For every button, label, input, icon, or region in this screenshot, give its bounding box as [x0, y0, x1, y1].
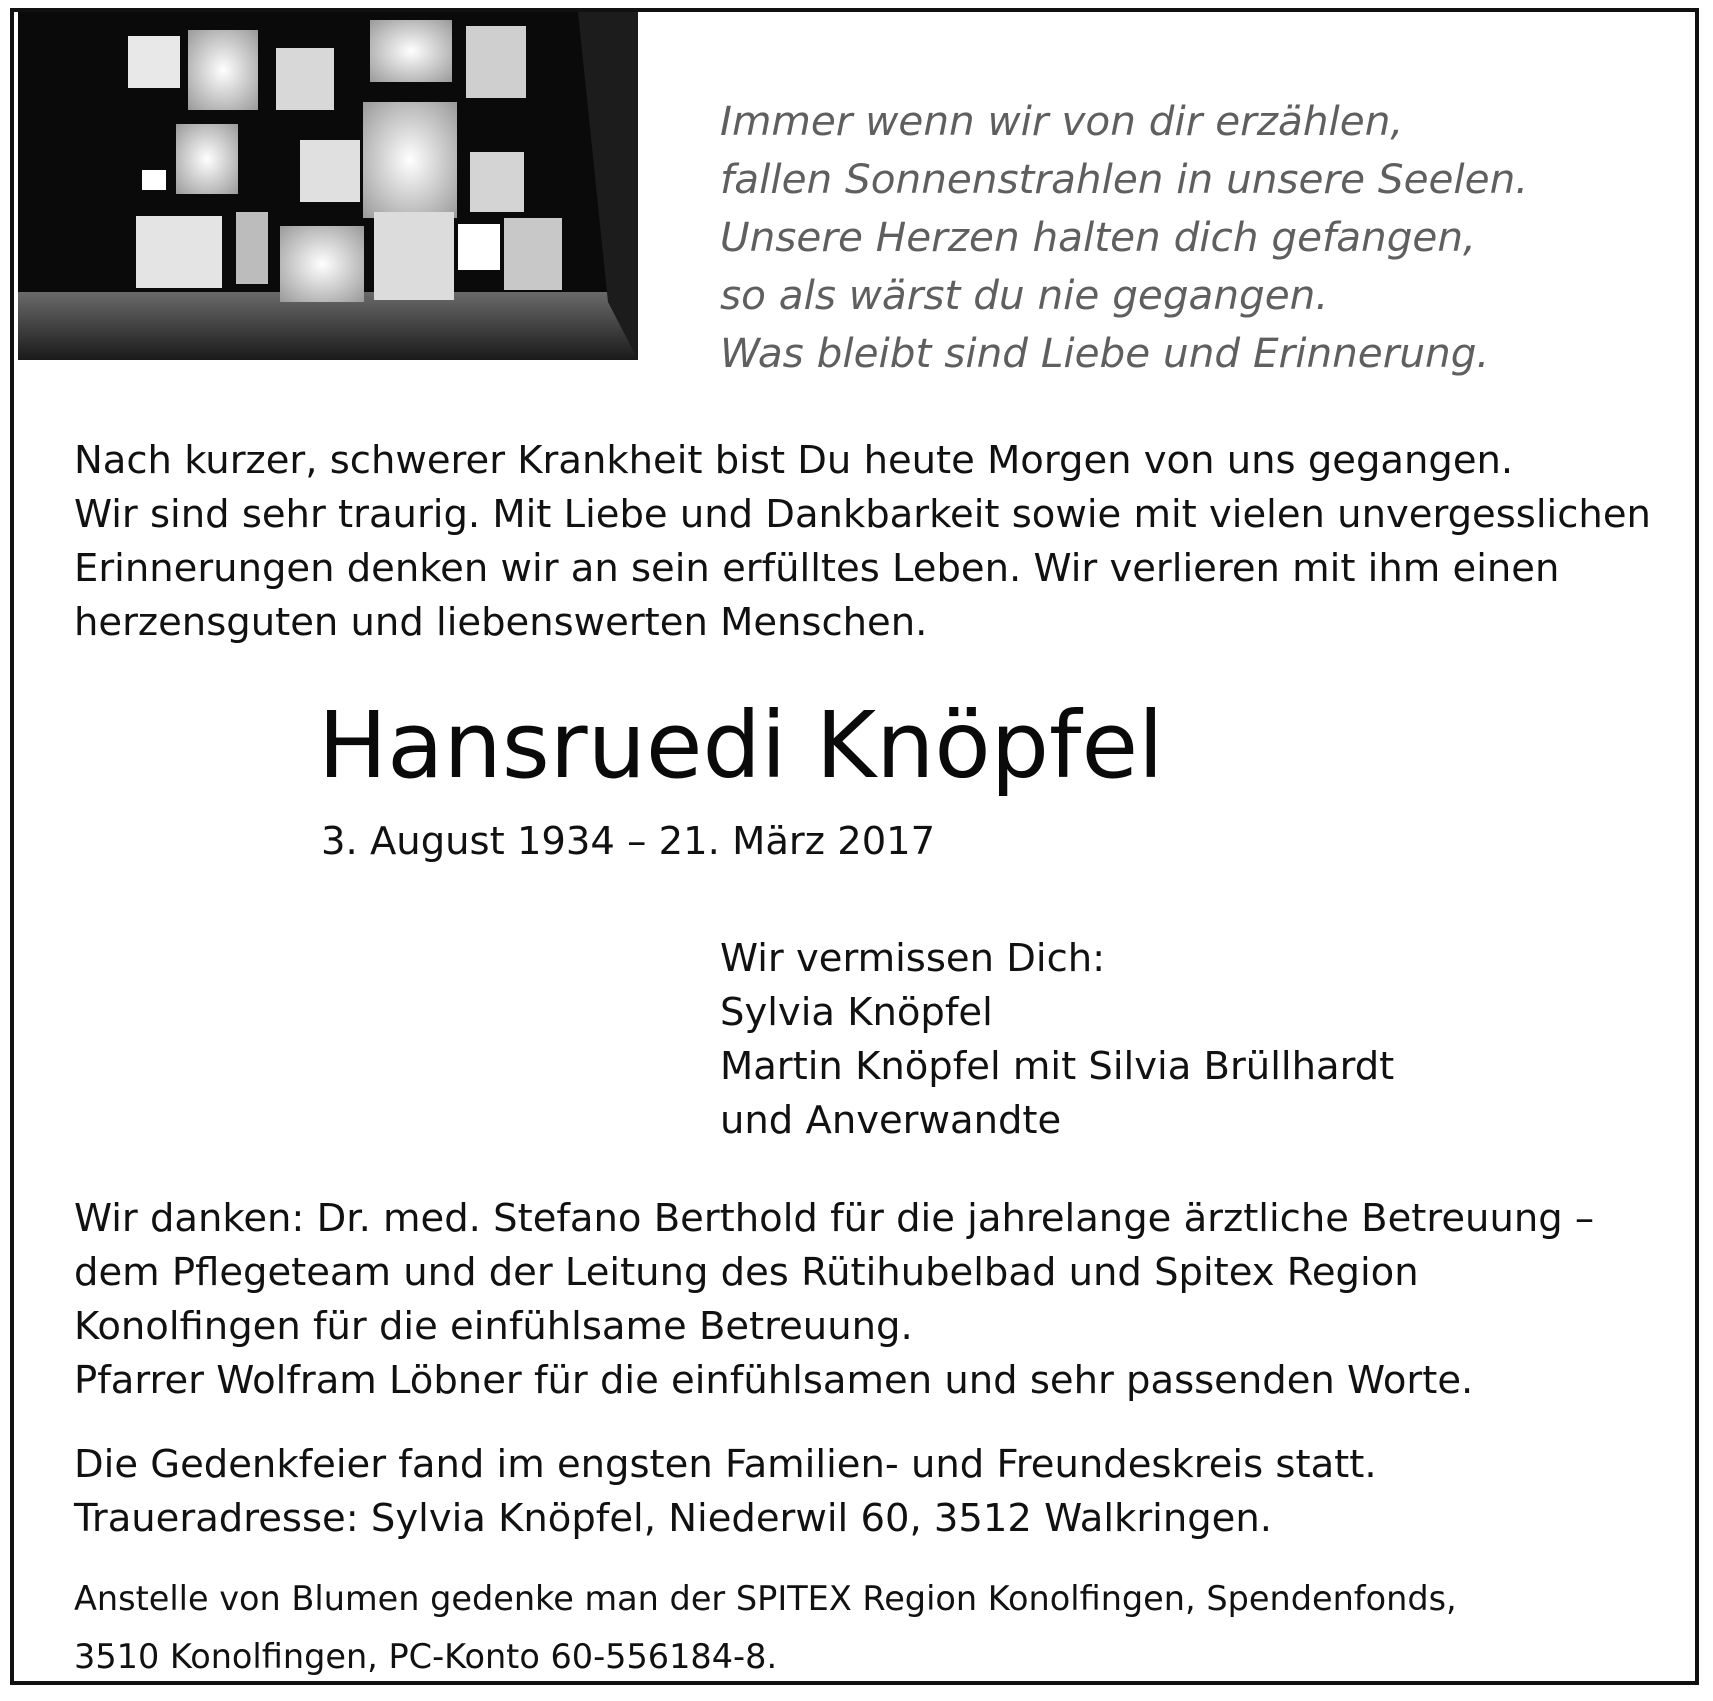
poem-line: so als wärst du nie gegangen.	[720, 271, 1329, 319]
intro-line: Nach kurzer, schwerer Krankheit bist Du heute Morgen von uns gegangen.	[74, 438, 1514, 483]
family-member: und Anverwandte	[720, 1098, 1062, 1143]
family-member: Sylvia Knöpfel	[720, 990, 993, 1035]
donation-note	[74, 1570, 1457, 1686]
thanks-line: Konolfingen für die einfühlsame Betreuung.	[74, 1304, 913, 1349]
donation-line: Anstelle von Blumen gedenke man der SPITEX Region Konolfingen, Spendenfonds,	[74, 1579, 1457, 1618]
mourning-address: Traueradresse: Sylvia Knöpfel, Niederwil 60, 3512 Walkringen.	[74, 1496, 1273, 1541]
donation-line: 3510 Konolfingen, PC-Konto 60-556184-8.	[74, 1637, 778, 1676]
poem-line: Was bleibt sind Liebe und Erinnerung.	[720, 329, 1490, 377]
light-installation-photo	[18, 12, 638, 360]
family-member: Martin Knöpfel mit Silvia Brüllhardt	[720, 1044, 1395, 1089]
thanks-line: Wir danken: Dr. med. Stefano Berthold für die jahrelange ärztliche Betreuung –	[74, 1196, 1595, 1241]
family-heading: Wir vermissen Dich:	[720, 936, 1106, 981]
poem-line: Unsere Herzen halten dich gefangen,	[720, 213, 1476, 261]
thanks-paragraph	[74, 1192, 1674, 1408]
intro-line: Erinnerungen denken wir an sein erfülltes Leben. Wir verlieren mit ihm einen	[74, 546, 1560, 591]
obituary-frame	[10, 8, 1699, 1685]
photo-illustration	[18, 12, 638, 360]
poem	[720, 92, 1670, 382]
intro-line: Wir sind sehr traurig. Mit Liebe und Dankbarkeit sowie mit vielen unvergesslichen	[74, 492, 1651, 537]
life-dates: 3. August 1934 – 21. März 2017	[321, 819, 936, 864]
family-list	[720, 932, 1394, 1148]
memorial-paragraph	[74, 1438, 1674, 1546]
intro-line: herzensguten und liebenswerten Menschen.	[74, 600, 928, 645]
memorial-line: Die Gedenkfeier fand im engsten Familien- und Freundeskreis statt.	[74, 1442, 1377, 1487]
poem-line: Immer wenn wir von dir erzählen,	[720, 97, 1404, 145]
thanks-line: Pfarrer Wolfram Löbner für die einfühlsamen und sehr passenden Worte.	[74, 1358, 1474, 1403]
thanks-line: dem Pflegeteam und der Leitung des Rütihubelbad und Spitex Region	[74, 1250, 1419, 1295]
intro-paragraph	[74, 434, 1674, 650]
deceased-name: Hansruedi Knöpfel	[318, 692, 1164, 799]
poem-line: fallen Sonnenstrahlen in unsere Seelen.	[720, 155, 1529, 203]
